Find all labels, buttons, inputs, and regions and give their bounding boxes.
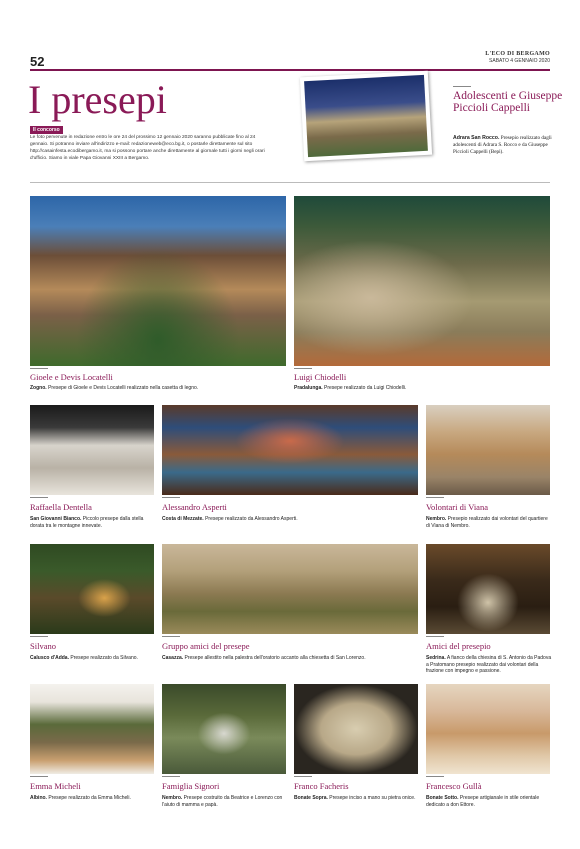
section-intro: Le foto pervenute in redazione entro le ore 24 del prossimo 12 gennaio 2020 saranno pubblicate fino al 24 gennaio. Si potranno inviare all'indirizzo e-mail: redazioneweb@eco.bg.it, o postarle direttamente sul sito http://casainfesta.ecodibergamo.it, ma si possono portare anche direttamente al giornale tutti i giorni negli orari d'ufficio. Siamo in viale Papa Giovanni XXIII a Bergamo. — [30, 135, 265, 161]
entry-name: Francesco Gullà — [426, 781, 482, 791]
entry-place: Nembro. — [162, 795, 183, 801]
divider — [426, 636, 444, 637]
entry-caption — [30, 655, 140, 662]
entry-caption — [294, 385, 550, 392]
entry-caption — [30, 385, 286, 392]
entry-caption — [426, 795, 552, 808]
divider — [162, 497, 180, 498]
entry-place: Calusco d'Adda. — [30, 655, 69, 661]
entry-photo — [426, 544, 550, 634]
entry-name: Gioele e Devis Locatelli — [30, 372, 113, 382]
entry-caption — [162, 795, 288, 808]
entry-photo — [30, 405, 154, 495]
entry-place: Casazza. — [162, 655, 184, 661]
entry-name: Raffaella Dentella — [30, 502, 92, 512]
divider — [453, 86, 471, 87]
divider — [162, 776, 180, 777]
entry-text: Presepe inciso a mano su pietra onice. — [329, 795, 416, 801]
header-rule — [30, 69, 550, 71]
page-number: 52 — [30, 54, 45, 69]
divider — [426, 776, 444, 777]
divider — [162, 636, 180, 637]
entry-place: San Giovanni Bianco. — [30, 516, 82, 522]
entry-place: Pradalunga. — [294, 385, 323, 391]
entry-place: Zogno. — [30, 385, 47, 391]
entry-photo — [30, 684, 154, 774]
entry-name: Luigi Chiodelli — [294, 372, 347, 382]
featured-photo — [300, 71, 432, 162]
divider — [30, 368, 48, 369]
masthead-date: SABATO 4 GENNAIO 2020 — [489, 58, 550, 64]
entry-photo — [162, 544, 418, 634]
entry-text: Presepe di Gioele e Devis Locatelli realizzato nella casetta di legno. — [48, 385, 199, 391]
divider — [30, 636, 48, 637]
entry-place: Bonate Sotto. — [426, 795, 459, 801]
entry-text: Presepe realizzato da Silvano. — [70, 655, 138, 661]
entry-text: Presepe allestito nella palestra dell'oratorio accanto alla chiesetta di San Lorenzo. — [184, 655, 366, 661]
entry-place: Costa di Mezzate. — [162, 516, 204, 522]
entry-caption — [162, 655, 418, 662]
entry-photo — [294, 684, 418, 774]
entry-name: Silvano — [30, 641, 56, 651]
entry-place: Albino. — [30, 795, 47, 801]
divider — [30, 776, 48, 777]
entry-text: Presepe artigianale in stile orientale dedicato a don Ettore. — [426, 795, 540, 808]
featured-text: Presepio realizzato dagli adolescenti di Adrara S. Rocco e da Giuseppe Piccioli Cappelli (Bepi). — [453, 135, 552, 155]
entry-name: Emma Micheli — [30, 781, 81, 791]
entry-photo — [162, 684, 286, 774]
divider — [426, 497, 444, 498]
entry-caption — [162, 516, 418, 523]
entry-text: Presepe costruito da Beatrice e Lorenzo con l'aiuto di mamma e papà. — [162, 795, 283, 808]
divider — [294, 368, 312, 369]
section-tag: Il concorso — [30, 126, 63, 134]
entry-text: Piccolo presepe dalla stella dorata tra le montagne innevate. — [30, 516, 144, 529]
section-title: I presepi — [28, 77, 167, 122]
entry-caption — [426, 516, 550, 529]
entry-photo — [426, 684, 550, 774]
entry-text: Presepe realizzato da Alessandro Asperti. — [205, 516, 298, 522]
masthead-name: L'ECO DI BERGAMO — [485, 51, 550, 57]
divider — [30, 497, 48, 498]
masthead — [485, 51, 550, 65]
entry-place: Bonate Sopra. — [294, 795, 328, 801]
entry-name: Alessandro Asperti — [162, 502, 227, 512]
entry-text: A fianco della chiesina di S. Antonio da Padova a Pratomano presepio realizzato dai volontari della frazione con impegno e passione. — [426, 655, 552, 674]
featured-place: Adrara San Rocco. — [453, 135, 500, 141]
entry-photo — [30, 544, 154, 634]
featured-name: Adolescenti e Giuseppe Piccioli Cappelli — [453, 90, 563, 114]
entry-photo — [162, 405, 418, 495]
entry-name: Amici del presepio — [426, 641, 491, 651]
entry-text: Presepio realizzato dai volontari del quartiere di Viana di Nembro. — [426, 516, 548, 529]
entry-name: Franco Facheris — [294, 781, 349, 791]
entry-caption — [30, 795, 160, 802]
entry-text: Presepe realizzato da Emma Micheli. — [48, 795, 131, 801]
entry-photo — [30, 196, 286, 366]
entry-caption — [30, 516, 154, 529]
divider — [294, 776, 312, 777]
entry-name: Volontari di Viana — [426, 502, 488, 512]
entry-photo — [426, 405, 550, 495]
featured-caption — [453, 135, 561, 156]
entry-photo — [294, 196, 550, 366]
entry-place: Nembro. — [426, 516, 447, 522]
entry-name: Famiglia Signori — [162, 781, 220, 791]
entry-caption — [294, 795, 420, 802]
entry-name: Gruppo amici del presepe — [162, 641, 250, 651]
entry-caption — [426, 655, 552, 675]
section-divider — [30, 182, 550, 183]
entry-place: Sedrina. — [426, 655, 446, 661]
entry-text: Presepe realizzato da Luigi Chiodelli. — [324, 385, 407, 391]
